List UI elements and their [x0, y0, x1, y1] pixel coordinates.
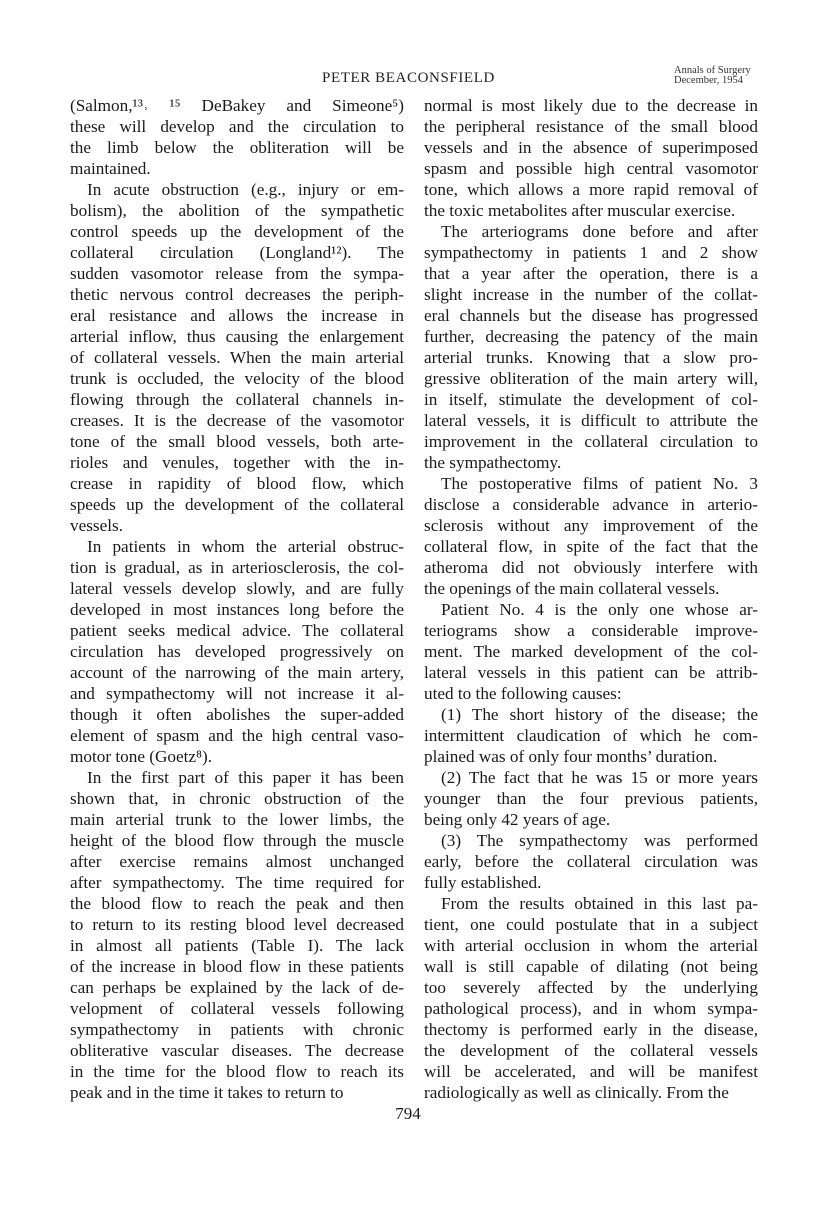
text-line: further, decreasing the patency of the main [424, 327, 758, 346]
text-line: tient, one could postulate that in a subject [424, 915, 758, 934]
text-line: being only 42 years of age. [424, 810, 611, 829]
text-line: eral resistance and allows the increase in [70, 306, 404, 325]
text-line: normal is most likely due to the decrease in [424, 96, 758, 115]
text-line: early, before the collateral circulation was [424, 852, 758, 871]
text-line: collateral flow, in spite of the fact that the [424, 537, 758, 556]
text-line: (1) The short history of the disease; the [441, 705, 758, 724]
text-line: wall is still capable of dilating (not being [424, 957, 758, 976]
text-line: lateral vessels in this patient can be attrib- [424, 663, 758, 682]
paragraph [424, 599, 758, 704]
text-line: of the increase in blood flow in these patients [70, 957, 404, 976]
text-line: (2) The fact that he was 15 or more years [441, 768, 758, 787]
text-line: to return to its resting blood level decreased [70, 915, 404, 934]
text-line: patient seeks medical advice. The collateral [70, 621, 404, 640]
text-line: arterial trunks. Knowing that a slow pro- [424, 348, 758, 367]
text-line: spasm and possible high central vasomotor [424, 159, 758, 178]
text-line: vessels and in the absence of superimposed [424, 138, 758, 157]
paragraph [424, 893, 758, 1103]
text-line: sympathectomy in patients with chronic [70, 1020, 404, 1039]
text-line: radiologically as well as clinically. From the [424, 1083, 729, 1102]
text-line: of collateral vessels. When the main arterial [70, 348, 404, 367]
text-line: after exercise remains almost unchanged [70, 852, 404, 871]
text-line: vessels. [70, 516, 123, 535]
paragraph [424, 767, 758, 830]
text-line: shown that, in chronic obstruction of the [70, 789, 404, 808]
paragraph [424, 95, 758, 221]
text-line: sympathectomy in patients 1 and 2 show [424, 243, 758, 262]
paragraph [424, 830, 758, 893]
running-head-author: PETER BEACONSFIELD [322, 70, 495, 86]
text-line: creases. It is the decrease of the vasomotor [70, 411, 404, 430]
text-line: The arteriograms done before and after [441, 222, 758, 241]
text-line: gressive obliteration of the main artery will, [424, 369, 758, 388]
text-line: the limb below the obliteration will be [70, 138, 404, 157]
running-head-journal [674, 66, 751, 86]
text-line: maintained. [70, 159, 151, 178]
text-line: In acute obstruction (e.g., injury or em- [87, 180, 404, 199]
journal-date: December, 1954 [674, 75, 743, 86]
text-line: with arterial occlusion in whom the arterial [424, 936, 758, 955]
text-line: the development of the collateral vessels [424, 1041, 758, 1060]
text-line: developed in most instances long before the [70, 600, 404, 619]
text-line: trunk is occluded, the velocity of the blood [70, 369, 404, 388]
text-line: that a year after the operation, there is a [424, 264, 758, 283]
text-line: element of spasm and the high central vaso- [70, 726, 404, 745]
page-number: 794 [395, 1104, 421, 1123]
text-line: height of the blood flow through the muscle [70, 831, 404, 850]
text-line: collateral circulation (Longland¹²). The [70, 243, 404, 262]
text-line: uted to the following causes: [424, 684, 622, 703]
text-line: in almost all patients (Table I). The lack [70, 936, 404, 955]
paragraph [70, 95, 404, 179]
text-line: The postoperative films of patient No. 3 [441, 474, 758, 493]
text-line: circulation has developed progressively on [70, 642, 404, 661]
text-line: speeds up the development of the collateral [70, 495, 404, 514]
text-line: tone of the small blood vessels, both arte- [70, 432, 404, 451]
text-line: slight increase in the number of the collat- [424, 285, 758, 304]
text-line: control speeds up the development of the [70, 222, 404, 241]
text-line: fully established. [424, 873, 542, 892]
text-line: eral channels but the disease has progressed [424, 306, 758, 325]
text-line: intermittent claudication of which he com- [424, 726, 758, 745]
text-line: arterial inflow, thus causing the enlargement [70, 327, 404, 346]
paragraph [424, 221, 758, 473]
journal-title: Annals of Surgery [674, 65, 751, 76]
right-column [424, 95, 758, 1103]
text-line: main arterial trunk to the lower limbs, the [70, 810, 404, 829]
text-line: atheroma did not obviously interfere with [424, 558, 758, 577]
paragraph [70, 179, 404, 536]
text-line: after sympathectomy. The time required for [70, 873, 404, 892]
text-line: velopment of collateral vessels following [70, 999, 404, 1018]
text-line: sudden vasomotor release from the sympa- [70, 264, 404, 283]
running-head [0, 66, 816, 96]
text-line: lateral vessels develop slowly, and are fully [70, 579, 404, 598]
text-line: crease in rapidity of blood flow, which [70, 474, 404, 493]
paragraph [70, 767, 404, 1103]
text-line: too severely affected by the underlying [424, 978, 758, 997]
text-line: thetic nervous control decreases the periph- [70, 285, 404, 304]
text-line: peak and in the time it takes to return to [70, 1083, 344, 1102]
text-line: lateral vessels, it is difficult to attribute the [424, 411, 758, 430]
text-line: pathological process), and in whom sympa- [424, 999, 758, 1018]
text-line: obliterative vascular diseases. The decrease [70, 1041, 404, 1060]
text-line: the openings of the main collateral vessels. [424, 579, 720, 598]
text-line: flowing through the collateral channels in- [70, 390, 404, 409]
paragraph [424, 473, 758, 599]
text-line: sclerosis without any improvement of the [424, 516, 758, 535]
text-line: From the results obtained in this last pa- [441, 894, 758, 913]
text-line: will be accelerated, and will be manifest [424, 1062, 758, 1081]
text-line: in itself, stimulate the development of col- [424, 390, 758, 409]
text-line: teriograms show a considerable improve- [424, 621, 758, 640]
text-line: disclose a considerable advance in arterio- [424, 495, 758, 514]
text-line: thectomy is performed early in the disease, [424, 1020, 758, 1039]
paragraph [424, 704, 758, 767]
text-line: the toxic metabolites after muscular exercise. [424, 201, 736, 220]
text-line: (Salmon,¹³˒ ¹⁵ DeBakey and Simeone⁵) [70, 96, 404, 115]
left-column [70, 95, 404, 1103]
text-line: though it often abolishes the super-added [70, 705, 404, 724]
text-line: tone, which allows a more rapid removal of [424, 180, 758, 199]
text-line: motor tone (Goetz⁸). [70, 747, 213, 766]
text-line: account of the narrowing of the main artery, [70, 663, 404, 682]
text-line: in the time for the blood flow to reach its [70, 1062, 404, 1081]
text-line: younger than the four previous patients, [424, 789, 758, 808]
text-line: rioles and venules, together with the in- [70, 453, 404, 472]
paragraph [70, 536, 404, 767]
text-line: tion is gradual, as in arteriosclerosis, the col- [70, 558, 404, 577]
text-line: these will develop and the circulation to [70, 117, 404, 136]
text-line: can perhaps be explained by the lack of de- [70, 978, 404, 997]
text-line: the sympathectomy. [424, 453, 562, 472]
text-line: the blood flow to reach the peak and then [70, 894, 404, 913]
text-line: Patient No. 4 is the only one whose ar- [441, 600, 758, 619]
text-line: In the first part of this paper it has been [87, 768, 404, 787]
text-line: and sympathectomy will not increase it al- [70, 684, 404, 703]
text-line: bolism), the abolition of the sympathetic [70, 201, 404, 220]
text-line: plained was of only four months’ duration. [424, 747, 718, 766]
text-line: (3) The sympathectomy was performed [441, 831, 758, 850]
text-line: the peripheral resistance of the small blood [424, 117, 758, 136]
text-line: ment. The marked development of the col- [424, 642, 758, 661]
text-line: improvement in the collateral circulation to [424, 432, 758, 451]
text-line: In patients in whom the arterial obstruc- [87, 537, 404, 556]
